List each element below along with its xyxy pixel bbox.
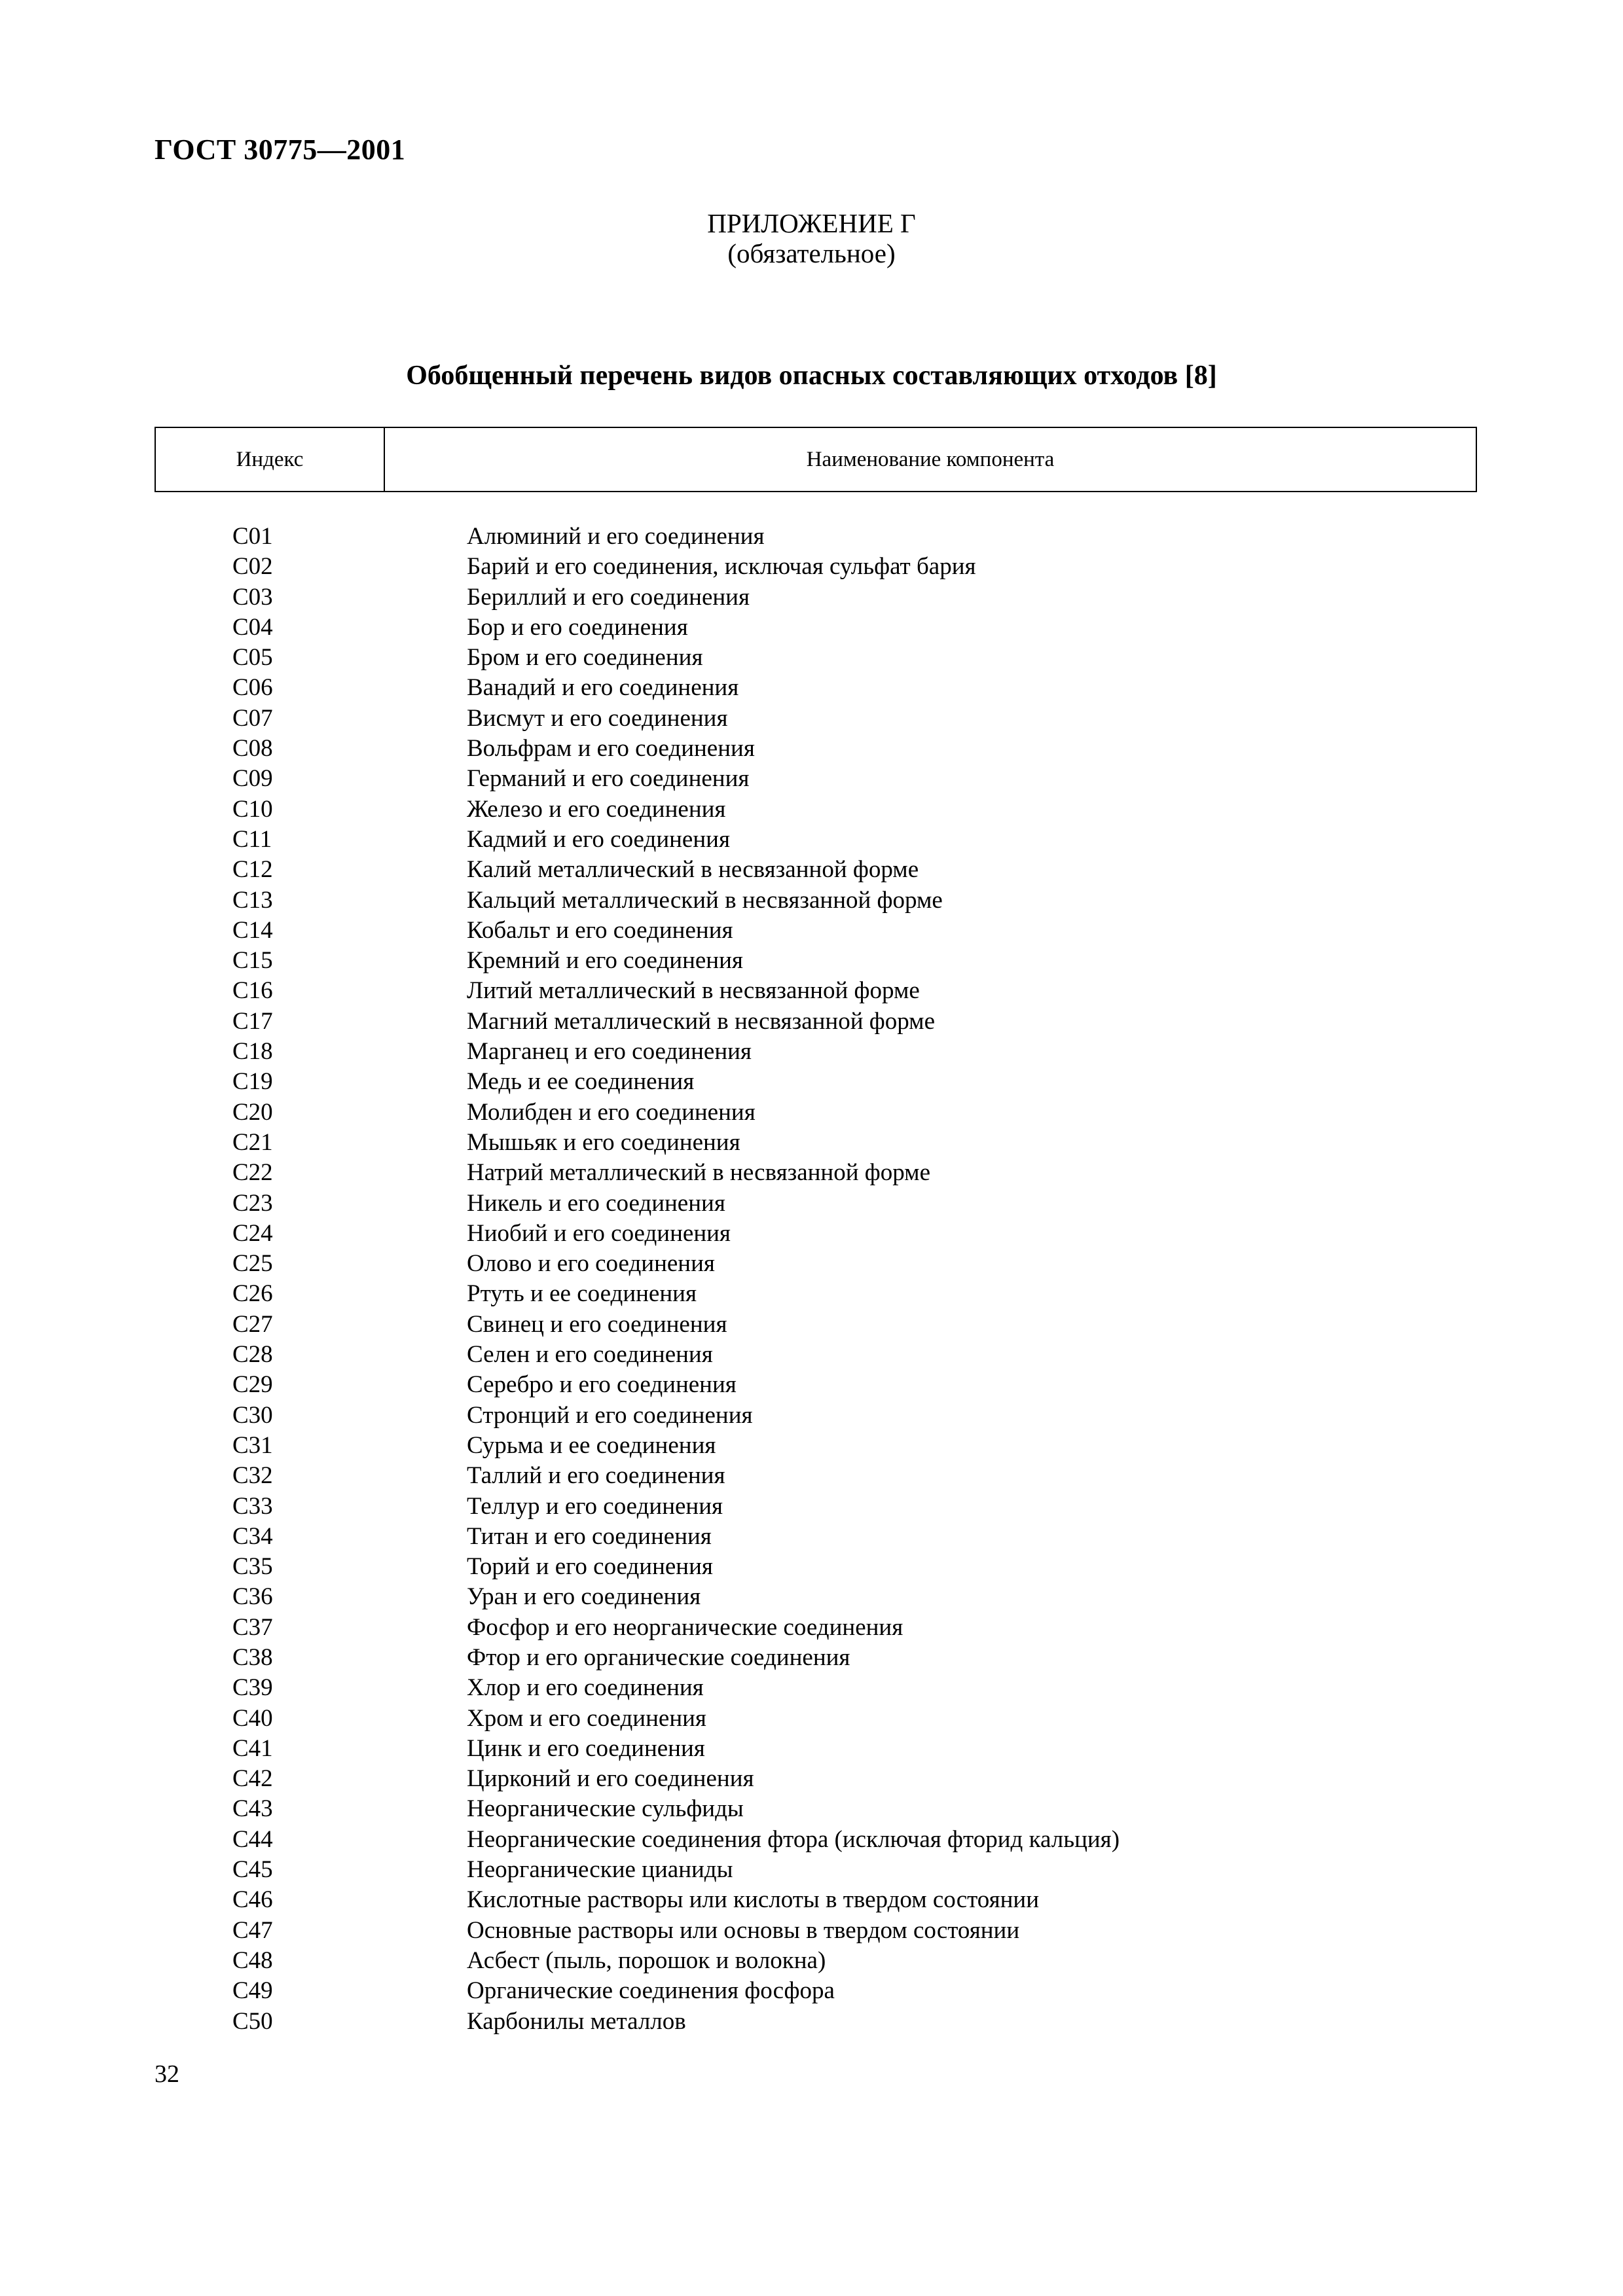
row-component-name: Неорганические соединения фтора (исключая фторид кальция) <box>467 1825 1120 1853</box>
column-header-name: Наименование компонента <box>806 447 1055 471</box>
row-component-name: Ртуть и ее соединения <box>467 1280 697 1308</box>
row-index: C23 <box>232 1189 273 1217</box>
table-row <box>0 764 1623 794</box>
row-index: C49 <box>232 1977 273 2005</box>
row-index: C34 <box>232 1522 273 1550</box>
row-index: C37 <box>232 1613 273 1641</box>
row-component-name: Алюминий и его соединения <box>467 523 765 550</box>
row-index: C12 <box>232 856 273 884</box>
row-component-name: Ванадий и его соединения <box>467 674 739 702</box>
row-component-name: Барий и его соединения, исключая сульфат бария <box>467 553 976 581</box>
row-component-name: Неорганические сульфиды <box>467 1795 744 1823</box>
row-component-name: Олово и его соединения <box>467 1250 715 1278</box>
table-row <box>0 976 1623 1006</box>
row-component-name: Бром и его соединения <box>467 644 703 672</box>
row-index: C13 <box>232 886 273 914</box>
row-component-name: Селен и его соединения <box>467 1341 713 1369</box>
row-component-name: Титан и его соединения <box>467 1522 712 1550</box>
row-component-name: Свинец и его соединения <box>467 1310 727 1338</box>
table-row <box>0 1492 1623 1522</box>
table-title: Обобщенный перечень видов опасных составляющих отходов [8] <box>406 361 1217 391</box>
row-component-name: Мышьяк и его соединения <box>467 1128 740 1156</box>
row-component-name: Ниобий и его соединения <box>467 1219 731 1247</box>
table-row <box>0 1431 1623 1461</box>
row-component-name: Калий металлический в несвязанной форме <box>467 856 919 884</box>
table-row <box>0 916 1623 946</box>
row-component-name: Хлор и его соединения <box>467 1674 704 1702</box>
row-component-name: Никель и его соединения <box>467 1189 725 1217</box>
table-row <box>0 1098 1623 1128</box>
row-index: C21 <box>232 1128 273 1156</box>
table-row <box>0 1310 1623 1340</box>
table-row <box>0 1946 1623 1976</box>
row-component-name: Марганец и его соединения <box>467 1038 752 1066</box>
table-row <box>0 613 1623 643</box>
row-index: C35 <box>232 1553 273 1581</box>
row-component-name: Молибден и его соединения <box>467 1098 756 1126</box>
row-component-name: Таллий и его соединения <box>467 1462 725 1490</box>
table-header <box>155 427 1477 492</box>
row-component-name: Теллур и его соединения <box>467 1492 723 1520</box>
table-row <box>0 2007 1623 2037</box>
row-component-name: Фтор и его органические соединения <box>467 1643 850 1671</box>
row-component-name: Вольфрам и его соединения <box>467 735 755 762</box>
table-row <box>0 1370 1623 1400</box>
table-row <box>0 1522 1623 1552</box>
row-component-name: Медь и ее соединения <box>467 1068 695 1096</box>
row-index: C26 <box>232 1280 273 1308</box>
row-index: C50 <box>232 2007 273 2035</box>
row-index: C25 <box>232 1250 273 1278</box>
row-component-name: Бор и его соединения <box>467 613 688 641</box>
row-index: C43 <box>232 1795 273 1823</box>
row-index: C33 <box>232 1492 273 1520</box>
row-component-name: Торий и его соединения <box>467 1553 713 1581</box>
table-row <box>0 1613 1623 1643</box>
row-component-name: Серебро и его соединения <box>467 1371 737 1399</box>
row-index: C24 <box>232 1219 273 1247</box>
table-row <box>0 1552 1623 1582</box>
standard-designation: ГОСТ 30775—2001 <box>155 134 406 166</box>
row-index: C06 <box>232 674 273 702</box>
row-index: C09 <box>232 765 273 793</box>
row-index: C17 <box>232 1007 273 1035</box>
table-row <box>0 1916 1623 1946</box>
row-index: C41 <box>232 1734 273 1762</box>
table-row <box>0 1037 1623 1067</box>
row-index: C31 <box>232 1431 273 1459</box>
appendix-title: ПРИЛОЖЕНИЕ Г <box>707 208 916 238</box>
row-index: C40 <box>232 1704 273 1732</box>
row-component-name: Кадмий и его соединения <box>467 825 730 853</box>
row-index: C14 <box>232 916 273 944</box>
row-index: C19 <box>232 1068 273 1096</box>
table-row <box>0 1219 1623 1249</box>
table-row <box>0 1340 1623 1370</box>
table-row <box>0 1825 1623 1855</box>
row-index: C10 <box>232 795 273 823</box>
table-body <box>0 522 1623 2037</box>
row-component-name: Натрий металлический в несвязанной форме <box>467 1159 931 1187</box>
row-component-name: Кобальт и его соединения <box>467 916 733 944</box>
row-component-name: Бериллий и его соединения <box>467 583 750 611</box>
table-row <box>0 1764 1623 1794</box>
row-index: C11 <box>232 825 272 853</box>
row-component-name: Висмут и его соединения <box>467 704 728 732</box>
row-component-name: Карбонилы металлов <box>467 2007 686 2035</box>
row-index: C39 <box>232 1674 273 1702</box>
row-index: C44 <box>232 1825 273 1853</box>
table-row <box>0 1401 1623 1431</box>
row-index: C32 <box>232 1462 273 1490</box>
row-index: C07 <box>232 704 273 732</box>
page-number: 32 <box>155 2060 179 2088</box>
row-component-name: Стронций и его соединения <box>467 1401 753 1429</box>
row-index: C28 <box>232 1341 273 1369</box>
table-row <box>0 1461 1623 1491</box>
row-index: C02 <box>232 553 273 581</box>
row-component-name: Сурьма и ее соединения <box>467 1431 716 1459</box>
row-component-name: Уран и его соединения <box>467 1583 701 1611</box>
row-component-name: Кремний и его соединения <box>467 947 743 975</box>
row-component-name: Цинк и его соединения <box>467 1734 705 1762</box>
row-index: C20 <box>232 1098 273 1126</box>
row-component-name: Органические соединения фосфора <box>467 1977 835 2005</box>
row-component-name: Кислотные растворы или кислоты в твердом состоянии <box>467 1886 1040 1914</box>
row-component-name: Германий и его соединения <box>467 765 750 793</box>
table-row <box>0 552 1623 582</box>
row-index: C36 <box>232 1583 273 1611</box>
column-header-index: Индекс <box>156 428 385 491</box>
row-component-name: Фосфор и его неорганические соединения <box>467 1613 903 1641</box>
table-row <box>0 1067 1623 1097</box>
row-component-name: Асбест (пыль, порошок и волокна) <box>467 1946 826 1974</box>
row-index: C22 <box>232 1159 273 1187</box>
table-row <box>0 522 1623 552</box>
row-index: C03 <box>232 583 273 611</box>
table-row <box>0 583 1623 613</box>
row-component-name: Неорганические цианиды <box>467 1856 733 1884</box>
row-index: C04 <box>232 613 273 641</box>
row-index: C38 <box>232 1643 273 1671</box>
row-index: C45 <box>232 1856 273 1884</box>
table-row <box>0 1673 1623 1703</box>
table-row <box>0 1734 1623 1764</box>
table-row <box>0 1855 1623 1885</box>
table-row <box>0 946 1623 976</box>
table-row <box>0 1885 1623 1915</box>
table-row <box>0 1007 1623 1037</box>
row-component-name: Магний металлический в несвязанной форме <box>467 1007 936 1035</box>
table-row <box>0 886 1623 916</box>
row-index: C48 <box>232 1946 273 1974</box>
table-row <box>0 825 1623 855</box>
table-row <box>0 795 1623 825</box>
row-index: C47 <box>232 1916 273 1944</box>
table-row <box>0 704 1623 734</box>
row-component-name: Железо и его соединения <box>467 795 726 823</box>
row-index: C08 <box>232 735 273 762</box>
table-row <box>0 855 1623 885</box>
row-index: C42 <box>232 1765 273 1793</box>
row-index: C15 <box>232 947 273 975</box>
row-component-name: Кальций металлический в несвязанной форме <box>467 886 943 914</box>
table-row <box>0 1249 1623 1279</box>
table-row <box>0 1704 1623 1734</box>
row-index: C01 <box>232 523 273 550</box>
row-index: C05 <box>232 644 273 672</box>
table-row <box>0 1794 1623 1824</box>
table-row <box>0 1189 1623 1219</box>
row-index: C18 <box>232 1038 273 1066</box>
appendix-status: (обязательное) <box>727 238 896 268</box>
table-row <box>0 1643 1623 1673</box>
row-component-name: Цирконий и его соединения <box>467 1765 754 1793</box>
row-index: C29 <box>232 1371 273 1399</box>
row-index: C46 <box>232 1886 273 1914</box>
row-index: C27 <box>232 1310 273 1338</box>
table-row <box>0 673 1623 703</box>
table-row <box>0 1158 1623 1188</box>
row-index: C30 <box>232 1401 273 1429</box>
appendix-heading <box>0 208 1623 268</box>
table-row <box>0 1128 1623 1158</box>
table-row <box>0 734 1623 764</box>
table-row <box>0 643 1623 673</box>
table-row <box>0 1976 1623 2006</box>
row-component-name: Хром и его соединения <box>467 1704 706 1732</box>
table-row <box>0 1279 1623 1309</box>
table-row <box>0 1582 1623 1612</box>
row-index: C16 <box>232 977 273 1005</box>
row-component-name: Основные растворы или основы в твердом состоянии <box>467 1916 1020 1944</box>
row-component-name: Литий металлический в несвязанной форме <box>467 977 920 1005</box>
